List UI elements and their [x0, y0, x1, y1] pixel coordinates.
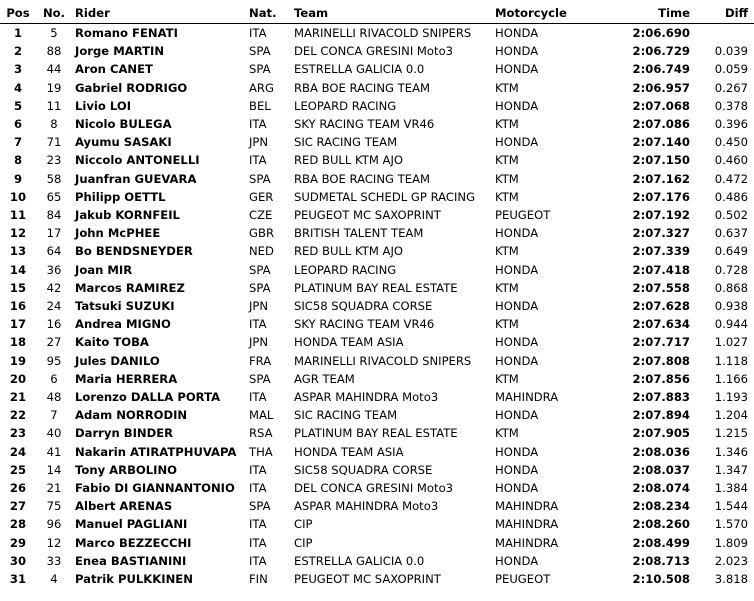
cell-motorcycle: KTM — [495, 117, 519, 132]
cell-motorcycle: KTM — [495, 426, 519, 441]
cell-pos: 10 — [9, 189, 27, 204]
header-diff: Diff — [725, 6, 748, 20]
cell-number: 64 — [46, 244, 62, 259]
cell-number: 11 — [46, 98, 62, 113]
cell-number: 24 — [46, 299, 62, 314]
cell-motorcycle: HONDA — [495, 135, 539, 150]
cell-time: 2:07.192 — [632, 208, 690, 223]
table-row — [0, 151, 754, 169]
cell-rider: Adam NORRODIN — [75, 408, 188, 423]
cell-team: PLATINUM BAY REAL ESTATE — [294, 426, 458, 441]
cell-diff: 1.347 — [714, 462, 748, 477]
results-table — [0, 4, 754, 588]
cell-nation: ITA — [249, 153, 267, 168]
cell-pos: 9 — [13, 171, 23, 186]
table-row — [0, 461, 754, 479]
cell-number: 17 — [46, 226, 62, 241]
cell-team: MARINELLI RIVACOLD SNIPERS — [294, 26, 472, 40]
cell-rider: Gabriel RODRIGO — [75, 80, 188, 95]
cell-time: 2:07.634 — [632, 317, 690, 332]
cell-number: 88 — [46, 44, 62, 59]
cell-pos: 27 — [9, 499, 27, 514]
cell-nation: JPN — [249, 135, 269, 150]
cell-rider: Tatsuki SUZUKI — [75, 299, 175, 314]
cell-motorcycle: KTM — [495, 171, 519, 186]
cell-number: 33 — [46, 553, 62, 568]
cell-motorcycle: MAHINDRA — [495, 535, 559, 550]
cell-motorcycle: KTM — [495, 153, 519, 168]
table-row — [0, 406, 754, 424]
table-row — [0, 42, 754, 60]
cell-pos: 24 — [9, 444, 27, 459]
cell-pos: 23 — [9, 426, 27, 441]
cell-time: 2:07.418 — [632, 262, 690, 277]
table-row — [0, 515, 754, 533]
cell-rider: Livio LOI — [75, 98, 132, 113]
cell-team: SIC RACING TEAM — [294, 408, 398, 423]
cell-time: 2:06.729 — [632, 44, 690, 59]
cell-team: ESTRELLA GALICIA 0.0 — [294, 553, 425, 568]
cell-number: 19 — [46, 80, 62, 95]
cell-rider: Nicolo BULEGA — [75, 117, 172, 132]
cell-rider: Romano FENATI — [75, 26, 178, 40]
cell-team: HONDA TEAM ASIA — [294, 335, 404, 350]
cell-team: HONDA TEAM ASIA — [294, 444, 404, 459]
cell-team: ASPAR MAHINDRA Moto3 — [294, 499, 439, 514]
cell-motorcycle: HONDA — [495, 98, 539, 113]
cell-team: DEL CONCA GRESINI Moto3 — [294, 481, 454, 496]
table-row — [0, 115, 754, 133]
cell-nation: SPA — [249, 171, 271, 186]
cell-nation: GBR — [249, 226, 274, 241]
cell-number: 23 — [46, 153, 62, 168]
cell-nation: SPA — [249, 371, 271, 386]
table-row — [0, 242, 754, 260]
cell-motorcycle: HONDA — [495, 299, 539, 314]
cell-pos: 16 — [9, 299, 27, 314]
table-row — [0, 133, 754, 151]
cell-number: 8 — [50, 117, 58, 132]
cell-time: 2:07.894 — [632, 408, 690, 423]
cell-team: LEOPARD RACING — [294, 98, 397, 113]
cell-team: RED BULL KTM AJO — [294, 153, 403, 168]
cell-motorcycle: HONDA — [495, 444, 539, 459]
cell-diff: 0.059 — [714, 62, 748, 77]
cell-nation: SPA — [249, 62, 271, 77]
cell-diff: 0.267 — [714, 80, 748, 95]
cell-number: 4 — [50, 572, 58, 587]
cell-rider: Patrik PULKKINEN — [75, 572, 193, 587]
cell-rider: Jakub KORNFEIL — [75, 208, 180, 223]
cell-nation: ITA — [249, 535, 267, 550]
cell-nation: ITA — [249, 462, 267, 477]
cell-diff: 0.460 — [714, 153, 748, 168]
cell-rider: Niccolo ANTONELLI — [75, 153, 200, 168]
table-row — [0, 534, 754, 552]
cell-motorcycle: HONDA — [495, 226, 539, 241]
cell-pos: 26 — [9, 481, 27, 496]
cell-pos: 7 — [13, 135, 23, 150]
table-row — [0, 60, 754, 78]
cell-number: 44 — [46, 62, 62, 77]
cell-number: 42 — [46, 280, 62, 295]
table-row — [0, 261, 754, 279]
table-row — [0, 479, 754, 497]
cell-diff: 1.027 — [714, 335, 748, 350]
cell-team: MARINELLI RIVACOLD SNIPERS — [294, 353, 472, 368]
cell-rider: Tony ARBOLINO — [75, 462, 178, 477]
cell-pos: 20 — [9, 371, 27, 386]
cell-nation: THA — [249, 444, 273, 459]
table-row — [0, 424, 754, 442]
header-motorcycle: Motorcycle — [495, 6, 567, 20]
cell-number: 21 — [46, 481, 62, 496]
cell-rider: Marco BEZZECCHI — [75, 535, 192, 550]
cell-nation: FIN — [249, 572, 268, 587]
cell-number: 36 — [46, 262, 62, 277]
cell-number: 71 — [46, 135, 62, 150]
cell-motorcycle: HONDA — [495, 262, 539, 277]
cell-rider: Juanfran GUEVARA — [75, 171, 197, 186]
cell-motorcycle: HONDA — [495, 553, 539, 568]
cell-nation: ITA — [249, 117, 267, 132]
cell-motorcycle: KTM — [495, 371, 519, 386]
cell-pos: 5 — [13, 98, 23, 113]
cell-team: LEOPARD RACING — [294, 262, 397, 277]
cell-diff: 0.944 — [714, 317, 748, 332]
cell-number: 41 — [46, 444, 62, 459]
cell-nation: JPN — [249, 335, 269, 350]
cell-team: SIC58 SQUADRA CORSE — [294, 299, 433, 314]
table-row — [0, 297, 754, 315]
cell-diff: 0.378 — [714, 98, 748, 113]
cell-rider: Fabio DI GIANNANTONIO — [75, 481, 235, 496]
cell-motorcycle: KTM — [495, 80, 519, 95]
cell-number: 12 — [46, 535, 62, 550]
cell-pos: 2 — [13, 44, 23, 59]
cell-pos: 19 — [9, 353, 27, 368]
cell-diff: 1.118 — [714, 353, 748, 368]
cell-time: 2:07.717 — [632, 335, 690, 350]
cell-diff: 2.023 — [714, 553, 748, 568]
header-nation: Nat. — [249, 6, 277, 20]
cell-team: PEUGEOT MC SAXOPRINT — [294, 208, 441, 223]
table-row — [0, 370, 754, 388]
cell-team: RBA BOE RACING TEAM — [294, 171, 431, 186]
cell-team: PLATINUM BAY REAL ESTATE — [294, 280, 458, 295]
table-row — [0, 352, 754, 370]
cell-pos: 30 — [9, 553, 27, 568]
cell-diff: 1.193 — [714, 390, 748, 405]
cell-diff: 0.502 — [714, 208, 748, 223]
cell-time: 2:07.176 — [632, 189, 690, 204]
table-row — [0, 315, 754, 333]
table-row — [0, 224, 754, 242]
cell-rider: Maria HERRERA — [75, 371, 178, 386]
cell-rider: Philipp OETTL — [75, 189, 166, 204]
cell-team: SIC RACING TEAM — [294, 135, 398, 150]
cell-team: AGR TEAM — [294, 371, 355, 386]
cell-number: 7 — [50, 408, 58, 423]
cell-nation: ITA — [249, 317, 267, 332]
cell-team: CIP — [294, 535, 313, 550]
header-pos: Pos — [6, 6, 30, 20]
cell-pos: 28 — [9, 517, 27, 532]
cell-nation: NED — [249, 244, 274, 259]
header-number: No. — [42, 6, 66, 20]
cell-pos: 18 — [9, 335, 27, 350]
cell-pos: 1 — [13, 26, 23, 40]
table-row — [0, 552, 754, 570]
cell-rider: Darryn BINDER — [75, 426, 174, 441]
cell-rider: Andrea MIGNO — [75, 317, 171, 332]
cell-diff: 0.486 — [714, 189, 748, 204]
cell-diff: 1.204 — [714, 408, 748, 423]
cell-diff: 0.396 — [714, 117, 748, 132]
cell-number: 16 — [46, 317, 62, 332]
cell-time: 2:08.499 — [632, 535, 690, 550]
cell-pos: 17 — [9, 317, 27, 332]
table-row — [0, 443, 754, 461]
cell-time: 2:08.037 — [632, 462, 690, 477]
cell-motorcycle: HONDA — [495, 462, 539, 477]
cell-nation: RSA — [249, 426, 273, 441]
cell-motorcycle: HONDA — [495, 481, 539, 496]
cell-diff: 0.728 — [714, 262, 748, 277]
table-row — [0, 79, 754, 97]
cell-time: 2:10.508 — [632, 572, 690, 587]
cell-time: 2:07.558 — [632, 280, 690, 295]
cell-pos: 29 — [9, 535, 27, 550]
cell-number: 6 — [50, 371, 58, 386]
cell-nation: MAL — [249, 408, 274, 423]
cell-pos: 22 — [9, 408, 27, 423]
table-row — [0, 206, 754, 224]
cell-motorcycle: MAHINDRA — [495, 499, 559, 514]
table-row — [0, 24, 754, 43]
cell-rider: Manuel PAGLIANI — [75, 517, 188, 532]
cell-team: CIP — [294, 517, 313, 532]
cell-time: 2:07.068 — [632, 98, 690, 113]
table-row — [0, 97, 754, 115]
cell-nation: SPA — [249, 499, 271, 514]
cell-pos: 14 — [9, 262, 27, 277]
cell-diff — [690, 24, 754, 43]
cell-time: 2:07.883 — [632, 390, 690, 405]
cell-pos: 11 — [9, 208, 27, 223]
header-rider: Rider — [75, 6, 110, 20]
cell-team: ASPAR MAHINDRA Moto3 — [294, 390, 439, 405]
cell-pos: 13 — [9, 244, 27, 259]
cell-time: 2:06.749 — [632, 62, 690, 77]
table-row — [0, 188, 754, 206]
cell-team: RED BULL KTM AJO — [294, 244, 403, 259]
cell-motorcycle: MAHINDRA — [495, 517, 559, 532]
cell-nation: ITA — [249, 553, 267, 568]
cell-diff: 1.570 — [714, 517, 748, 532]
cell-diff: 0.938 — [714, 299, 748, 314]
cell-time: 2:07.140 — [632, 135, 690, 150]
cell-diff: 0.472 — [714, 171, 748, 186]
cell-nation: ITA — [249, 517, 267, 532]
cell-pos: 25 — [9, 462, 27, 477]
cell-time: 2:07.905 — [632, 426, 690, 441]
cell-diff: 1.215 — [714, 426, 748, 441]
cell-pos: 21 — [9, 390, 27, 405]
cell-nation: BEL — [249, 98, 271, 113]
table-row — [0, 170, 754, 188]
cell-team: PEUGEOT MC SAXOPRINT — [294, 572, 441, 587]
cell-diff: 1.544 — [714, 499, 748, 514]
cell-team: SIC58 SQUADRA CORSE — [294, 462, 433, 477]
cell-time: 2:07.628 — [632, 299, 690, 314]
cell-pos: 31 — [9, 572, 27, 587]
cell-pos: 15 — [9, 280, 27, 295]
cell-rider: John McPHEE — [75, 226, 161, 241]
cell-motorcycle: MAHINDRA — [495, 390, 559, 405]
cell-time: 2:07.808 — [632, 353, 690, 368]
cell-time: 2:07.327 — [632, 226, 690, 241]
cell-nation: SPA — [249, 44, 271, 59]
cell-time: 2:07.150 — [632, 153, 690, 168]
cell-nation: GER — [249, 189, 274, 204]
cell-time: 2:08.713 — [632, 553, 690, 568]
cell-number: 48 — [46, 390, 62, 405]
cell-nation: SPA — [249, 280, 271, 295]
table-row — [0, 333, 754, 351]
cell-diff: 0.637 — [714, 226, 748, 241]
cell-rider: Jules DANILO — [75, 353, 160, 368]
cell-time: 2:06.957 — [632, 80, 690, 95]
cell-nation: ARG — [249, 80, 274, 95]
cell-time: 2:06.690 — [632, 26, 690, 40]
table-header — [0, 4, 754, 24]
header-time: Time — [658, 6, 690, 20]
cell-motorcycle: KTM — [495, 244, 519, 259]
cell-team: DEL CONCA GRESINI Moto3 — [294, 44, 454, 59]
cell-number: 65 — [46, 189, 62, 204]
cell-motorcycle: PEUGEOT — [495, 208, 551, 223]
cell-diff: 0.649 — [714, 244, 748, 259]
cell-pos: 4 — [13, 80, 23, 95]
cell-time: 2:07.856 — [632, 371, 690, 386]
cell-pos: 6 — [13, 117, 23, 132]
cell-motorcycle: HONDA — [495, 62, 539, 77]
cell-nation: ITA — [249, 390, 267, 405]
cell-motorcycle: HONDA — [495, 335, 539, 350]
cell-time: 2:08.260 — [632, 517, 690, 532]
cell-rider: Aron CANET — [75, 62, 153, 77]
cell-diff: 0.450 — [714, 135, 748, 150]
table-row — [0, 388, 754, 406]
cell-team: SUDMETAL SCHEDL GP RACING — [294, 189, 476, 204]
cell-diff: 1.384 — [714, 481, 748, 496]
cell-number: 40 — [46, 426, 62, 441]
cell-diff: 0.868 — [714, 280, 748, 295]
cell-number: 14 — [46, 462, 62, 477]
table-row — [0, 497, 754, 515]
cell-motorcycle: HONDA — [495, 44, 539, 59]
cell-nation: ITA — [249, 26, 267, 40]
cell-diff: 3.818 — [714, 572, 748, 587]
cell-pos: 8 — [13, 153, 23, 168]
cell-rider: Kaito TOBA — [75, 335, 149, 350]
cell-number: 84 — [46, 208, 62, 223]
cell-team: SKY RACING TEAM VR46 — [294, 317, 435, 332]
cell-motorcycle: HONDA — [495, 408, 539, 423]
cell-team: BRITISH TALENT TEAM — [294, 226, 424, 241]
cell-nation: CZE — [249, 208, 273, 223]
cell-rider: Nakarin ATIRATPHUVAPA — [75, 444, 237, 459]
table-row — [0, 570, 754, 588]
cell-rider: Joan MIR — [75, 262, 133, 277]
cell-nation: JPN — [249, 299, 269, 314]
cell-rider: Albert ARENAS — [75, 499, 173, 514]
cell-motorcycle: KTM — [495, 317, 519, 332]
cell-number: 27 — [46, 335, 62, 350]
cell-team: RBA BOE RACING TEAM — [294, 80, 431, 95]
cell-rider: Jorge MARTIN — [75, 44, 165, 59]
cell-pos: 3 — [13, 62, 23, 77]
cell-nation: FRA — [249, 353, 272, 368]
cell-time: 2:08.234 — [632, 499, 690, 514]
cell-motorcycle: KTM — [495, 280, 519, 295]
cell-time: 2:07.339 — [632, 244, 690, 259]
cell-motorcycle: KTM — [495, 189, 519, 204]
cell-time: 2:08.074 — [632, 481, 690, 496]
cell-motorcycle: PEUGEOT — [495, 572, 551, 587]
cell-rider: Ayumu SASAKI — [75, 135, 172, 150]
cell-team: ESTRELLA GALICIA 0.0 — [294, 62, 425, 77]
cell-nation: SPA — [249, 262, 271, 277]
cell-diff: 1.809 — [714, 535, 748, 550]
cell-diff: 1.346 — [714, 444, 748, 459]
cell-rider: Lorenzo DALLA PORTA — [75, 390, 221, 405]
cell-rider: Marcos RAMIREZ — [75, 280, 185, 295]
cell-time: 2:07.086 — [632, 117, 690, 132]
cell-pos: 12 — [9, 226, 27, 241]
header-team: Team — [294, 6, 329, 20]
cell-nation: ITA — [249, 481, 267, 496]
cell-number: 96 — [46, 517, 62, 532]
cell-diff: 1.166 — [714, 371, 748, 386]
cell-team: SKY RACING TEAM VR46 — [294, 117, 435, 132]
cell-motorcycle: HONDA — [495, 353, 539, 368]
table-row — [0, 279, 754, 297]
cell-motorcycle: HONDA — [495, 26, 539, 40]
cell-number: 58 — [46, 171, 62, 186]
cell-number: 5 — [50, 26, 58, 40]
table-body — [0, 24, 754, 589]
cell-time: 2:08.036 — [632, 444, 690, 459]
cell-rider: Enea BASTIANINI — [75, 553, 187, 568]
cell-number: 95 — [46, 353, 62, 368]
cell-number: 75 — [46, 499, 62, 514]
header-row — [0, 4, 754, 24]
cell-time: 2:07.162 — [632, 171, 690, 186]
cell-rider: Bo BENDSNEYDER — [75, 244, 193, 259]
cell-diff: 0.039 — [714, 44, 748, 59]
